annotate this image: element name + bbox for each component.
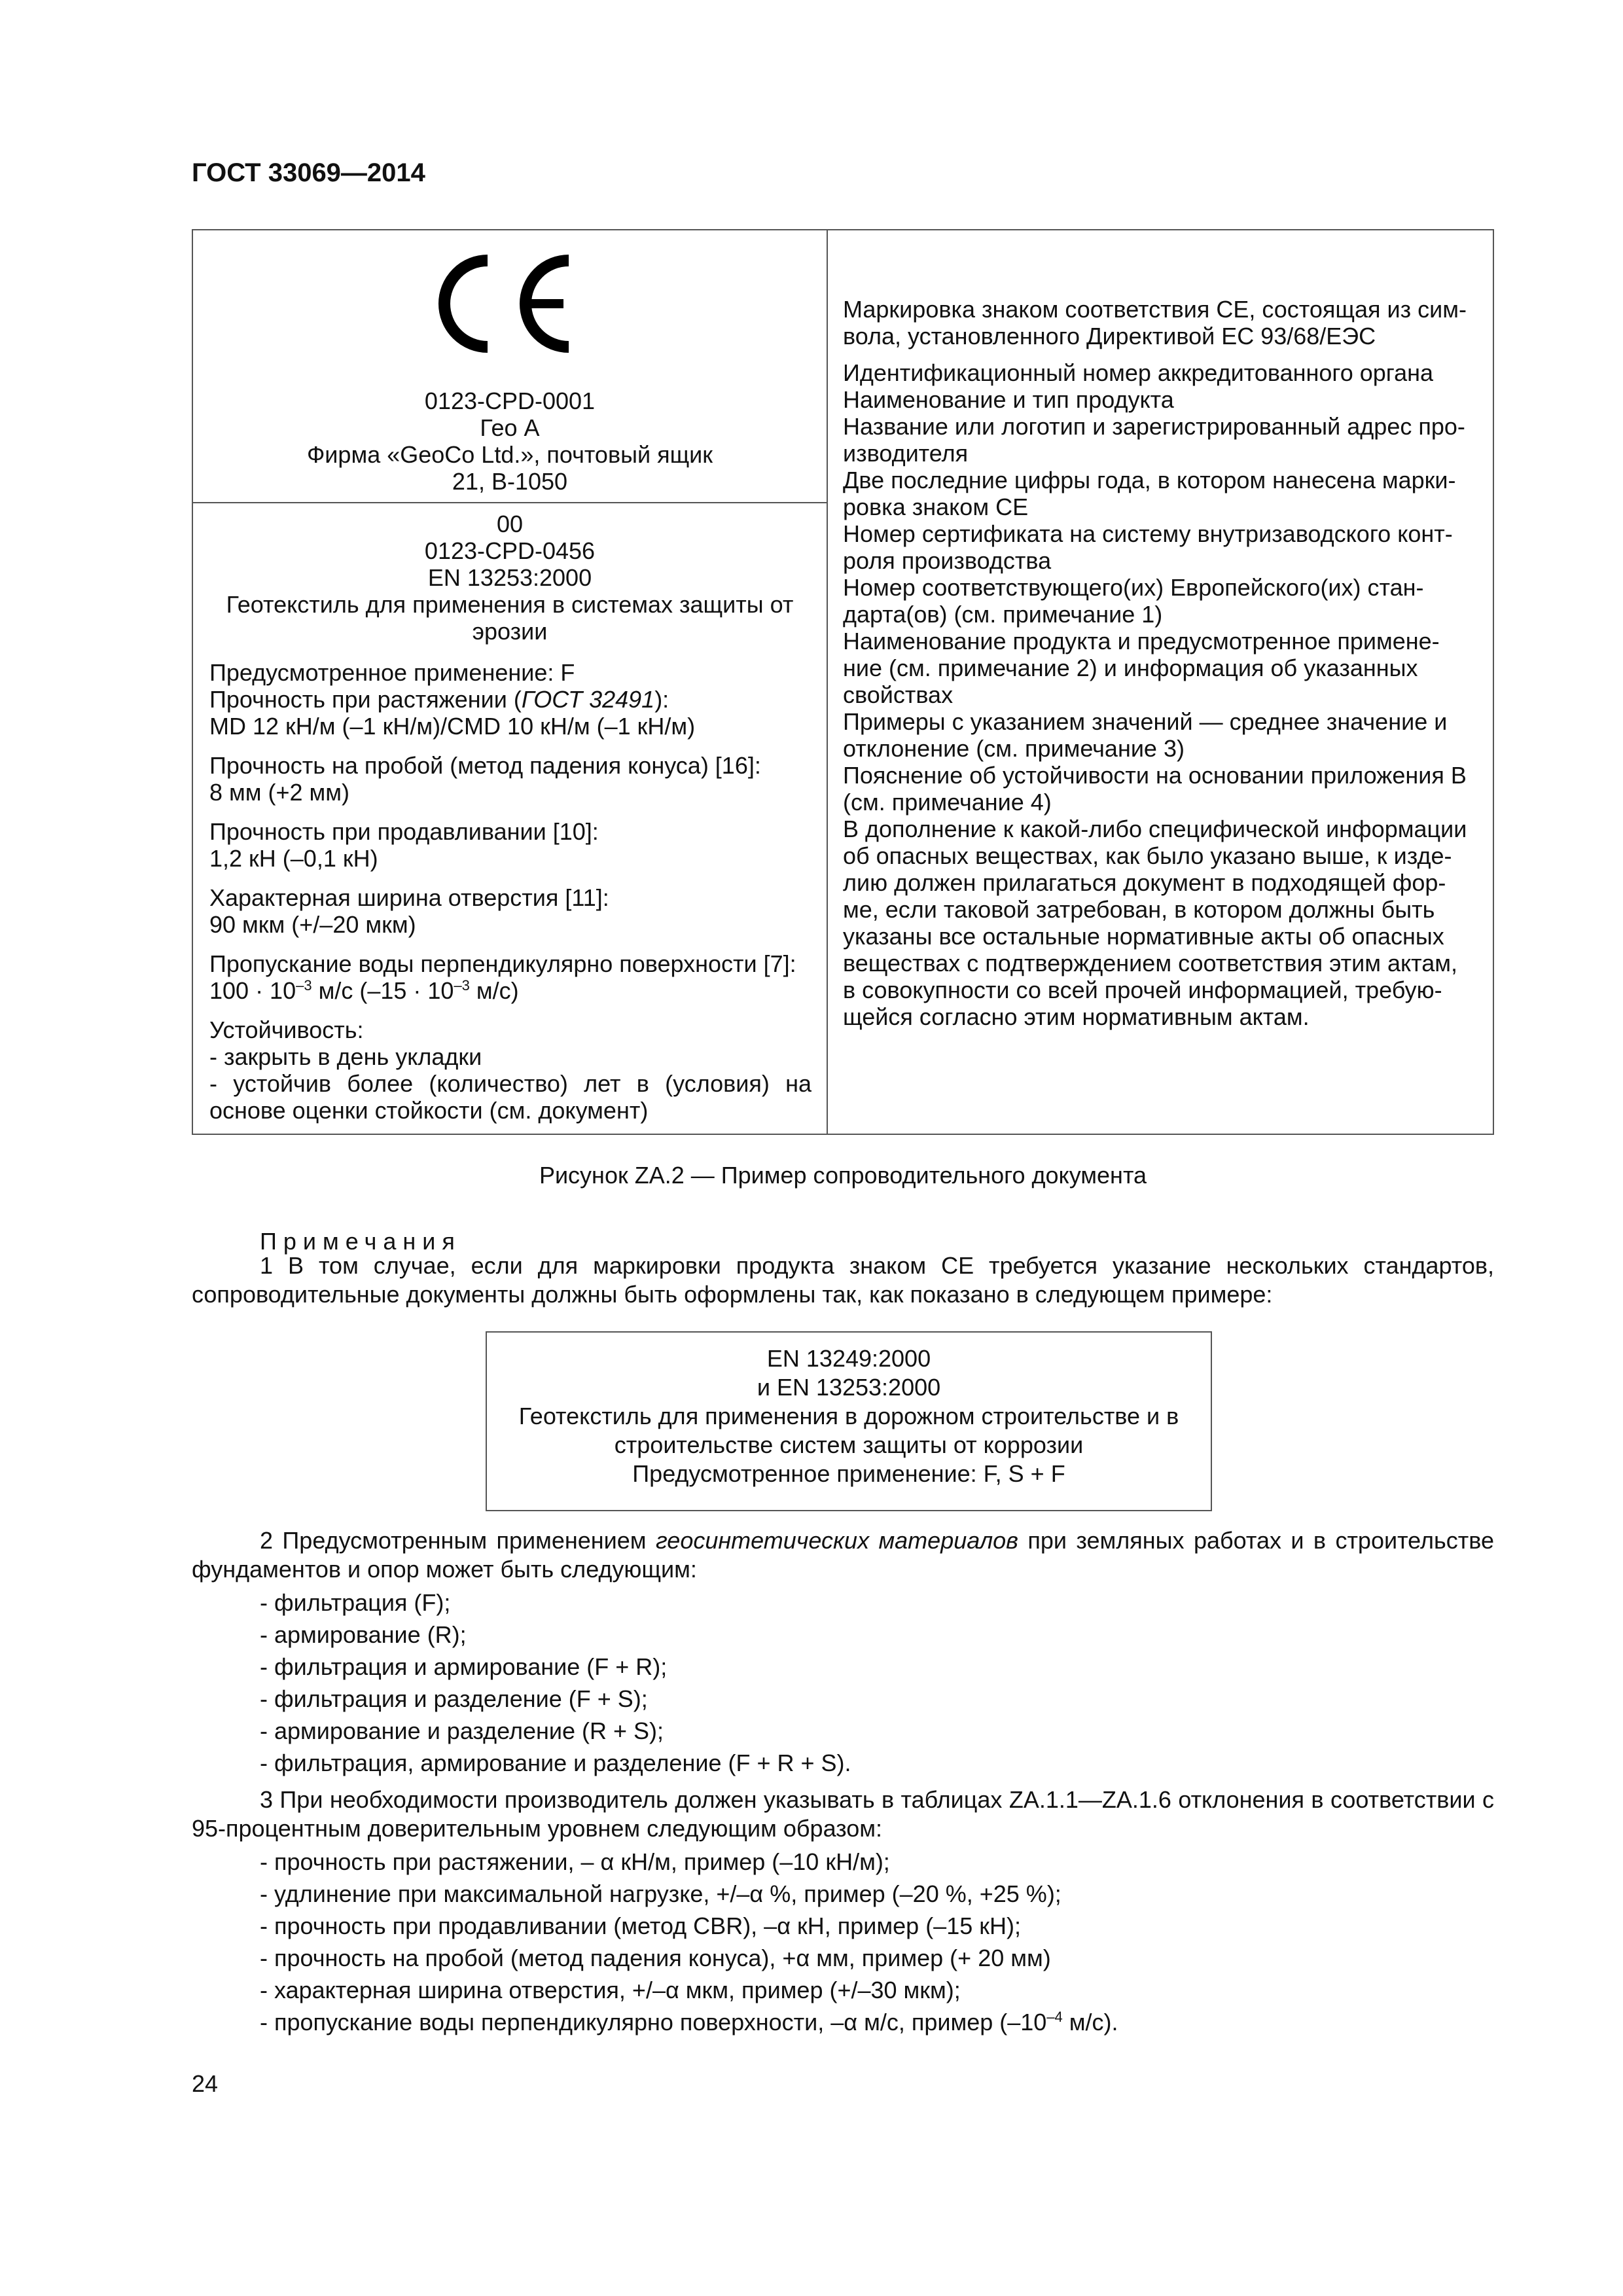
durability-group — [209, 1016, 812, 1124]
explanation-line: свойствах — [843, 681, 954, 708]
explanation-line: указаны все остальные нормативные акты об опасных — [843, 923, 1444, 950]
ce-mark-icon — [427, 251, 579, 356]
notes-title: Примечания — [260, 1228, 461, 1255]
explanation-line: Название или логотип и зарегистрированный адрес про- — [843, 413, 1465, 440]
gost-reference: ГОСТ 32491 — [521, 686, 655, 713]
push-through-value: 1,2 кН (–0,1 кН) — [209, 845, 378, 872]
explanation-line: Номер соответствующего(их) Европейского(их) стан- — [843, 574, 1424, 601]
list-item: - армирование и разделение (R + S); — [260, 1717, 664, 1744]
note-3-list — [260, 1846, 1118, 2038]
box-line: Предусмотренное применение: F, S + F — [632, 1460, 1065, 1487]
push-through-group — [209, 818, 812, 872]
document-header: ГОСТ 33069—2014 — [192, 158, 425, 187]
tensile-group — [209, 659, 812, 740]
opening-size-label: Характерная ширина отверстия [11]: — [209, 884, 609, 911]
list-item: - прочность при продавливании (метод CBR), –α кН, пример (–15 кН); — [260, 1912, 1021, 1939]
cone-drop-value: 8 мм (+2 мм) — [209, 779, 350, 806]
explanation-line: ровка знаком CE — [843, 493, 1029, 520]
box-line: EN 13249:2000 — [766, 1345, 931, 1372]
box-line: Геотекстиль для применения в дорожном строительстве и в — [518, 1403, 1179, 1429]
explanation-line: вола, установленного Директивой ЕС 93/68/ЕЭС — [843, 323, 1376, 350]
cone-drop-label: Прочность на пробой (метод падения конуса) [16]: — [209, 752, 761, 779]
manufacturer-name: Фирма «GeoCo Ltd.», почтовый ящик — [306, 441, 713, 468]
list-item: - характерная ширина отверстия, +/–α мкм, пример (+/–30 мкм); — [260, 1977, 961, 2003]
explanation-line: Номер сертификата на систему внутризаводского конт- — [843, 520, 1453, 547]
explanation-line: в совокупности со всей прочей информацией, требую- — [843, 977, 1442, 1003]
explanation-line: ние (см. примечание 2) и информация об указанных — [843, 655, 1418, 681]
figure-caption: Рисунок ZA.2 — Пример сопроводительного документа — [539, 1162, 1147, 1189]
cone-drop-group — [209, 752, 812, 806]
note-2: 2 Предусмотренным применением геосинтетических материалов при земляных работах и в строительстве фундаментов и опор может быть следующим: — [192, 1527, 1494, 1583]
explanation-line: В дополнение к какой-либо специфической информации — [843, 816, 1467, 842]
standard-number: EN 13253:2000 — [427, 564, 592, 591]
explanation-line: Наименование и тип продукта — [843, 386, 1174, 413]
note-1: 1 В том случае, если для маркировки продукта знаком CE требуется указание нескольких стандартов, сопроводительные документы должны быть оформлены так, как показано в следующем примере: — [192, 1252, 1494, 1308]
year-digits: 00 — [496, 511, 524, 537]
explanation-line: роля производства — [843, 547, 1052, 574]
opening-size-value: 90 мкм (+/–20 мкм) — [209, 911, 416, 938]
accompanying-document-table — [192, 229, 1494, 1135]
durability-item: - устойчив более (количество) лет в (условия) на — [209, 1070, 812, 1097]
product-description-line: эрозии — [472, 618, 548, 645]
explanation-line: дарта(ов) (см. примечание 1) — [843, 601, 1163, 628]
explanation-line: ме, если таковой затребован, в котором должны быть — [843, 896, 1435, 923]
water-flow-value: $100 \cdot 10^{-3}$ м/с ($-15 \cdot 10^{-3}$ м/с) — [209, 977, 519, 1004]
note-3: 3 При необходимости производитель должен указывать в таблицах ZA.1.1—ZA.1.6 отклонения в соответствии с 95-процентным доверительным уровнем следующим образом: — [192, 1786, 1494, 1842]
product-description-line: Геотекстиль для применения в системах защиты от — [226, 591, 794, 618]
opening-size-group — [209, 884, 812, 938]
notified-body-number: 0123-CPD-0001 — [424, 387, 596, 414]
page-number: 24 — [192, 2070, 219, 2097]
box-line: строительстве систем защиты от коррозии — [614, 1431, 1084, 1458]
water-flow-group — [209, 950, 812, 1004]
explanation-line: Идентификационный номер аккредитованного органа — [843, 359, 1434, 386]
example-standards-box — [486, 1331, 1212, 1511]
explanation-line: (см. примечание 4) — [843, 789, 1052, 816]
list-item: - фильтрация и армирование (F + R); — [260, 1653, 668, 1680]
list-item: - фильтрация и разделение (F + S); — [260, 1685, 648, 1712]
manufacturer-block — [193, 387, 827, 495]
explanation-line: веществах с подтверждением соответствия этим актам, — [843, 950, 1458, 977]
manufacturer-address: 21, B-1050 — [452, 468, 568, 495]
table-column-divider — [827, 230, 828, 1134]
product-name: Гео A — [480, 414, 540, 441]
list-item: - пропускание воды перпендикулярно поверхности, –α м/с, пример ($-10^{-4}$ м/с). — [260, 2009, 1118, 2036]
certificate-number: 0123-CPD-0456 — [424, 537, 596, 564]
durability-item: основе оценки стойкости (см. документ) — [209, 1097, 649, 1124]
explanation-line: щейся согласно этим нормативным актам. — [843, 1003, 1310, 1030]
list-item: - армирование (R); — [260, 1621, 467, 1648]
table-row-divider — [193, 502, 827, 503]
water-flow-label: Пропускание воды перпендикулярно поверхности [7]: — [209, 950, 796, 977]
explanations-column — [843, 296, 1478, 1030]
tensile-strength-values: MD 12 кН/м (–1 кН/м)/CMD 10 кН/м (–1 кН/м) — [209, 713, 696, 740]
durability-item: - закрыть в день укладки — [209, 1043, 482, 1070]
explanation-line: об опасных веществах, как было указано выше, к изде- — [843, 842, 1452, 869]
explanation-line: Пояснение об устойчивости на основании приложения B — [843, 762, 1467, 789]
explanation-line: Примеры с указанием значений — среднее значение и — [843, 708, 1448, 735]
explanation-line: лию должен прилагаться документ в подходящей фор- — [843, 869, 1446, 896]
explanation-line: Две последние цифры года, в котором нанесена марки- — [843, 467, 1456, 493]
intended-use: Предусмотренное применение: F — [209, 659, 575, 686]
explanation-line: отклонение (см. примечание 3) — [843, 735, 1185, 762]
list-item: - прочность на пробой (метод падения конуса), +α мм, пример (+ 20 мм) — [260, 1945, 1051, 1971]
list-item: - фильтрация, армирование и разделение (F + R + S). — [260, 1749, 851, 1776]
certificate-block — [193, 511, 827, 645]
explanation-line: изводителя — [843, 440, 969, 467]
box-line: и EN 13253:2000 — [757, 1374, 941, 1401]
explanation-line: Маркировка знаком соответствия CE, состоящая из сим- — [843, 296, 1467, 323]
push-through-label: Прочность при продавливании [10]: — [209, 818, 599, 845]
list-item: - фильтрация (F); — [260, 1589, 451, 1616]
durability-label: Устойчивость: — [209, 1016, 364, 1043]
list-item: - прочность при растяжении, – α кН/м, пример (–10 кН/м); — [260, 1848, 890, 1875]
explanation-line: Наименование продукта и предусмотренное примене- — [843, 628, 1440, 655]
note-2-italic-term: геосинтетических материалов — [655, 1527, 1018, 1554]
tensile-strength-label: Прочность при растяжении (ГОСТ 32491): — [209, 686, 669, 713]
list-item: - удлинение при максимальной нагрузке, +/–α %, пример (–20 %, +25 %); — [260, 1880, 1061, 1907]
properties-block — [209, 659, 812, 1136]
note-2-list — [260, 1587, 851, 1779]
